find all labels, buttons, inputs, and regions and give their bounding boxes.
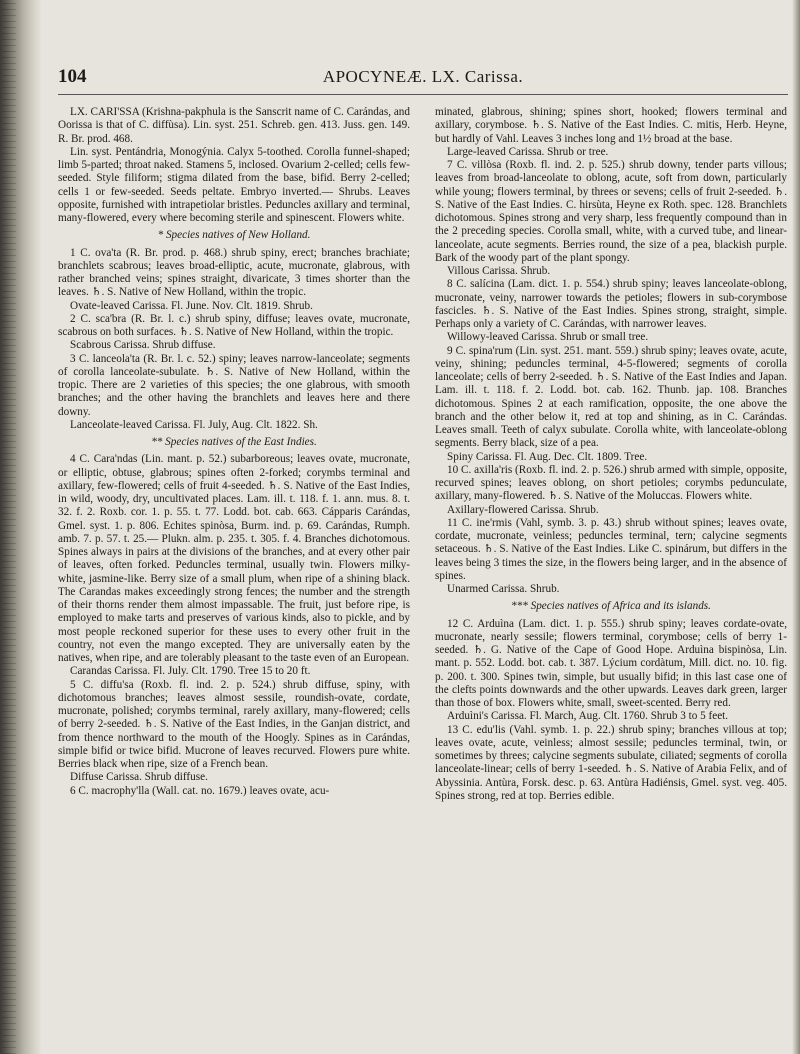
common-name-line: Unarmed Carissa. Shrub. (447, 583, 560, 595)
right-column (435, 106, 787, 803)
running-title: APOCYNEÆ. LX. Carissa. (322, 67, 524, 86)
common-name-line: Arduìni's Carissa. Fl. March, Aug. Clt. 1760. Shrub 3 to 5 feet. (447, 710, 729, 723)
species-entry: 9 C. spina'rum (Lin. syst. 251. mant. 559.) shrub spiny; leaves ovate, acute, veiny, shining; peduncles terminal, 4-5-flowered; segments of corolla lanceolate; cells of berry 2-seeded. ♄. S. Native of the East Indies and Japan. Lam. ill. t. 118. f. 2. Lodd. bot. cab. 162. Thunb. jap. 108. Branches dichotomous. Spines 2 at each ramification, opposite, the one above the branch and the other below it, red at top and shining, as in C. Carándas. Leaves small. Teeth of calyx subulate. Corolla white, with lanceolate-oblong segments. Berry black, size of a pea. (435, 344, 787, 450)
common-name-line: Carandas Carissa. Fl. July. Clt. 1790. Tree 15 to 20 ft. (70, 665, 311, 678)
common-name-line: Axillary-flowered Carissa. Shrub. (447, 503, 599, 516)
common-name-line: Willowy-leaved Carissa. Shrub or small tree. (447, 331, 649, 344)
section-heading-east-indies: ** Species natives of the East Indies. (151, 436, 317, 448)
species-entry: 8 C. salícina (Lam. dict. 1. p. 554.) shrub spiny; leaves lanceolate-oblong, mucronate, veiny, narrower towards the petioles; flowers in sub-corymbose fascicles. ♄. S. Native of the East Indies. Spines strong, straight, simple. Perhaps only a variety of C. Carándas, with narrower leaves. (435, 278, 787, 330)
species-entry: 12 C. Arduìna (Lam. dict. 1. p. 555.) shrub spiny; leaves cordate-ovate, mucronate, nearly sessile; flowers terminal, corymbose; cells of berry 1-seeded. ♄. G. Native of the Cape of Good Hope. Arduìna bispinòsa, Lin. mant. p. 552. Lodd. bot. cab. t. 387. Lýcium cordàtum, Mill. dict. no. 10. fig. p. 200. t. 300. Spines twin, simple, but usually bifid; in this last case one of the clefts points downwards and the other upwards. Leaves dark green, larger than those of box. Flowers white, small, sweet-scented. Berry red. (435, 617, 787, 709)
common-name-line: Villous Carissa. Shrub. (447, 265, 551, 277)
species-entry: 13 C. edu'lis (Vahl. symb. 1. p. 22.) shrub spiny; branches villous at top; leaves ovate, acute, veinless; almost sessile; peduncles terminal, twin, or sometimes by threes; calycine segments subulate, ciliated; segments of corolla lanceolate-linear; cells of berry 1-seeded. ♄. S. Native of Arabia Felix, and of Abyssinia. Antùra, Forsk. desc. p. 63. Antùra Hadiénsis, Gmel. syst. veg. 405. Spines strong, red at top. Berries edible. (435, 723, 787, 802)
common-name-line: Spiny Carissa. Fl. Aug. Dec. Clt. 1809. Tree. (447, 450, 648, 463)
species-entry: 5 C. diffu'sa (Roxb. fl. ind. 2. p. 524.) shrub diffuse, spiny, with dichotomous branches; leaves almost sessile, roundish-ovate, cordate, mucronate, polished; corymbs terminal, rarely axillary, many-flowered; cells of berry 2-seeded. ♄. S. Native of the East Indies, in the Ganjan district, and from thence northward to the mouth of the Hoogly. Spines as in Carándas, simple bifid or twice bifid. Mucrone of leaves recurved. Flowers pure white. Berries black when ripe, size of a French bean. (58, 678, 410, 770)
page-number: 104 (58, 66, 87, 87)
section-heading-new-holland: * Species natives of New Holland. (157, 229, 311, 242)
species-entry-continued: minated, glabrous, shining; spines short, hooked; flowers terminal and axillary, corymbose. ♄. S. Native of the East Indies. C. mitis, Herb. Heyne, but hardly of Vahl. Leaves 3 inches long and 1½ broad at the base. (435, 106, 787, 145)
common-name-line: Scabrous Carissa. Shrub diffuse. (70, 339, 216, 352)
page-header (58, 64, 788, 92)
species-entry: 2 C. sca'bra (R. Br. l. c.) shrub spiny, diffuse; leaves ovate, mucronate, scabrous on both surfaces. ♄. S. Native of New Holland, within the tropic. (58, 312, 410, 338)
species-entry: 11 C. ine'rmis (Vahl, symb. 3. p. 43.) shrub without spines; leaves ovate, cordate, mucronate, veinless; peduncles terminal, tern; calycine segments setaceous. ♄. S. Native of the East Indies. Like C. spinárum, but differs in the leaves being 3 times the size, in the flowers being larger, and in the absence of spines. (435, 516, 787, 582)
species-entry: 4 C. Cara'ndas (Lin. mant. p. 52.) subarboreous; leaves ovate, mucronate, or elliptic, obtuse, glabrous; spines often 2-forked; corymbs terminal and axillary, few-flowered; cells of fruit 4-seeded. ♄. S. Native of the East Indies, in wild, woody, dry, uncultivated places. Lam. ill. t. 118. f. 1. ann. mus. 8. t. 32. f. 2. Roxb. cor. 1. p. 55. t. 77. Lodd. bot. cab. 663. Cápparis Carándas, Gmel. syst. 1. p. 806. Echites spinòsa, Burm. ind. p. 69. Carándas, Rumph. amb. 7. p. 57. t. 25.— Plukn. alm. p. 235. t. 305. f. 4. Branches dichotomous. Spines always in pairs at the divisions of the branches, and at every other pair of leaves, often forked. Peduncles terminal, usually twin. Flowers milky-white, jasmine-like. Berry size of a small plum, when ripe of a shining black. The Carandas makes exceedingly strong fences; the number and the strength of their thorns render them almost impassable. The fruit, just before ripe, is employed to make tarts and preserves of various kinds, also to pickle, and by most people reckoned superior for these uses to every other fruit in the country, not even the mango excepted. They are universally eaten by the natives, when ripe, and are tolerably pleasant to the taste even of an European. (58, 453, 410, 664)
species-entry: 3 C. lanceola'ta (R. Br. l. c. 52.) spiny; leaves narrow-lanceolate; segments of corolla lanceolate-subulate. ♄. S. Native of New Holland, within the tropic. There are 2 varieties of this species; the one glabrous, with smooth branches; and the other having the branchlets and leaves here and there downy. (58, 352, 410, 418)
species-entry: 1 C. ova'ta (R. Br. prod. p. 468.) shrub spiny, erect; branches brachiate; branchlets scabrous; leaves broad-elliptic, acute, mucronate, glabrous, with rather branched veins; spines straight, divaricate, 3 times shorter than the leaves. ♄. S. Native of New Holland, within the tropic. (58, 246, 410, 299)
page-right-edge (792, 0, 800, 1054)
book-page (58, 64, 788, 1049)
section-heading-africa: *** Species natives of Africa and its islands. (511, 600, 711, 613)
species-entry: 7 C. villòsa (Roxb. fl. ind. 2. p. 525.) shrub downy, tender parts villous; leaves from broad-lanceolate to oblong, acute, soft from down, particularly while young; flowers terminal, by threes or sevens; cells of fruit 2-seeded. ♄. S. Native of the East Indies. C. hirsùta, Heyne ex Roth. spec. 128. Branchlets dichotomous. Spines strong and very sharp, less frequently compound than in the 2 preceding species. Corolla small, white, with a curved tube, and linear-lanceolate, acute segments. Berries round, the size of a pea, blackish purple. Bark of the woody part of the plant spongy. (435, 159, 787, 264)
genus-characters: Lin. syst. Pentándria, Monogýnia. Calyx 5-toothed. Corolla funnel-shaped; limb 5-parted; throat naked. Stamens 5, inclosed. Ovarium 2-celled; cells few-seeded. Style filiform; stigma dilated from the base, bifid. Berry 2-celled; cells 1 or few-seeded. Seeds peltate. Embryo inverted.— Shrubs. Leaves opposite, furnished with intrapetiolar bristles. Peduncles axillary and terminal, many-flowered, every where becoming sterile and spinescent. Flowers white. (58, 145, 410, 224)
species-entry: 6 C. macrophy'lla (Wall. cat. no. 1679.) leaves ovate, acu- (70, 784, 330, 797)
species-entry: 10 C. axilla'ris (Roxb. fl. ind. 2. p. 526.) shrub armed with simple, opposite, recurved spines; leaves oblong, on short petioles; corymbs pedunculate, axillary, many-flowered. ♄. S. Native of the Moluccas. Flowers white. (435, 463, 787, 503)
common-name-line: Lanceolate-leaved Carissa. Fl. July, Aug. Clt. 1822. Sh. (70, 418, 318, 431)
book-binding-edge (0, 0, 42, 1054)
left-column (58, 106, 410, 798)
common-name-line: Large-leaved Carissa. Shrub or tree. (447, 145, 609, 158)
genus-intro: LX. CARI'SSA (Krishna-pakphula is the Sanscrit name of C. Carándas, and Oorissa is that of C. diffùsa). Lin. syst. 251. Schreb. gen. 413. Juss. gen. 149. R. Br. prod. 468. (58, 106, 410, 145)
common-name-line: Ovate-leaved Carissa. Fl. June. Nov. Clt. 1819. Shrub. (70, 299, 313, 312)
header-rule (58, 94, 788, 95)
common-name-line: Diffuse Carissa. Shrub diffuse. (70, 771, 208, 784)
